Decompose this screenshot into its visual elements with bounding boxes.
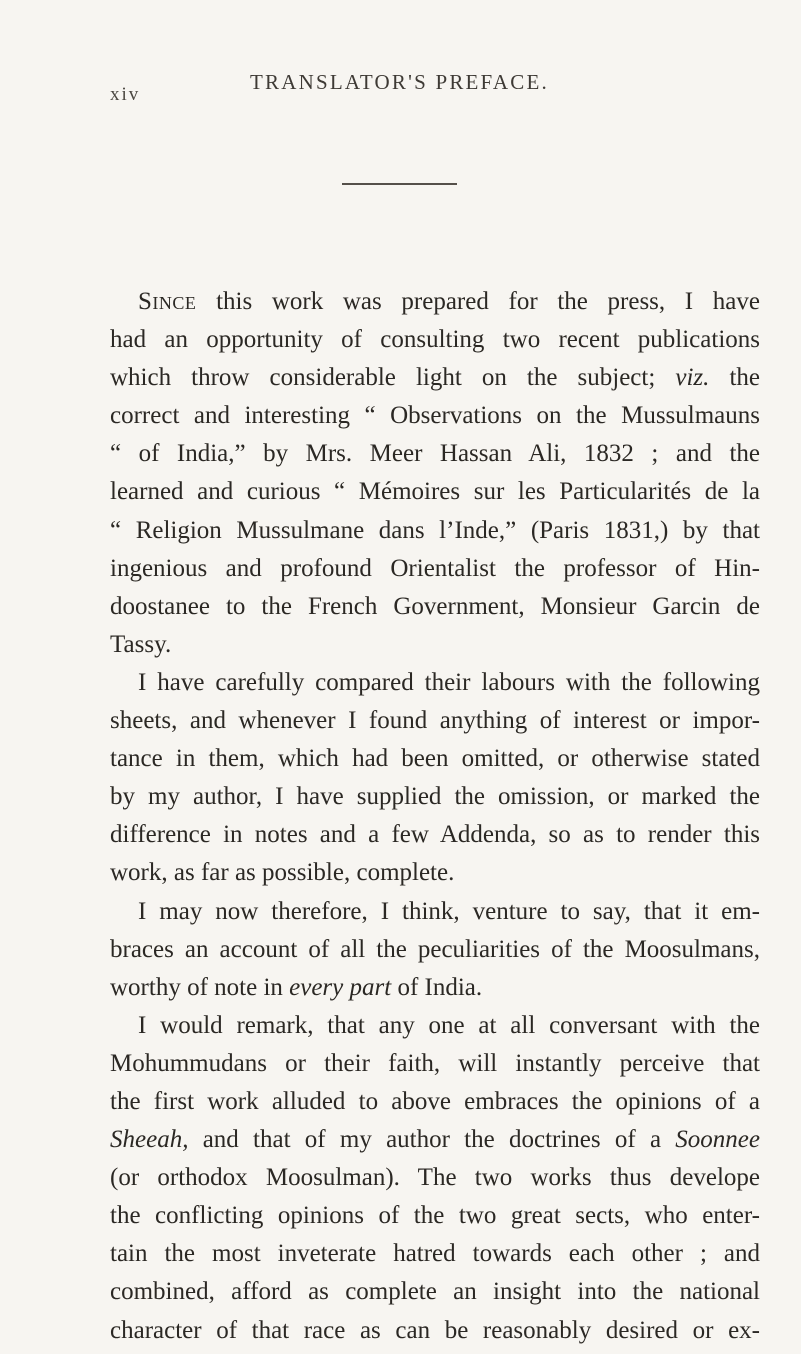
paragraph — [110, 893, 760, 1007]
paragraph — [110, 664, 760, 893]
body-text — [110, 283, 760, 1350]
text-line: learned and curious “ Mémoires sur les Particularités de la — [110, 478, 760, 506]
text-line: Tassy. — [110, 630, 172, 658]
text-line: the conflicting opinions of the two great sects, who enter- — [110, 1202, 760, 1230]
text-line: which throw considerable light on the subject; viz. the — [110, 364, 761, 392]
page-number: xiv — [110, 84, 141, 105]
text-line: I would remark, that any one at all conversant with the — [138, 1011, 760, 1039]
lead-word: Since — [138, 288, 197, 315]
text-line: difference in notes and a few Addenda, so as to render this — [110, 821, 760, 849]
text-line: ingenious and profound Orientalist the professor of Hin- — [110, 554, 760, 582]
text-line: character of that race as can be reasonably desired or ex- — [110, 1316, 760, 1344]
text-line: Mohummudans or their faith, will instantly perceive that — [110, 1049, 760, 1077]
text-line: tain the most inveterate hatred towards each other ; and — [110, 1240, 760, 1268]
paragraph — [110, 1007, 760, 1350]
text-line: doostanee to the French Government, Monsieur Garcin de — [110, 592, 760, 620]
text-line: by my author, I have supplied the omission, or marked the — [110, 783, 760, 811]
paragraph — [110, 283, 760, 664]
text-line: I may now therefore, I think, venture to say, that it em- — [138, 897, 760, 925]
text-line: (or orthodox Moosulman). The two works thus develope — [110, 1164, 760, 1192]
text-line: Sheeah, and that of my author the doctrines of a Soonnee — [110, 1126, 760, 1154]
text-line: worthy of note in every part of India. — [110, 973, 483, 1001]
text-line: correct and interesting “ Observations on the Mussulmauns — [110, 402, 760, 430]
text-line: Since this work was prepared for the press, I have — [138, 288, 760, 315]
text-line: braces an account of all the peculiarities of the Moosulmans, — [110, 935, 760, 963]
section-rule — [342, 183, 457, 185]
text-line: I have carefully compared their labours with the following — [138, 668, 760, 696]
text-line: “ Religion Mussulmane dans l’Inde,” (Paris 1831,) by that — [110, 516, 760, 544]
text-line: work, as far as possible, complete. — [110, 859, 455, 887]
text-line: sheets, and whenever I found anything of interest or impor- — [110, 707, 760, 735]
text-line: had an opportunity of consulting two recent publications — [110, 326, 760, 354]
text-line: combined, afford as complete an insight into the national — [110, 1278, 760, 1306]
text-line: “ of India,” by Mrs. Meer Hassan Ali, 1832 ; and the — [110, 440, 760, 468]
running-head: TRANSLATOR'S PREFACE. — [250, 70, 549, 94]
text-line: the first work alluded to above embraces the opinions of a — [110, 1087, 760, 1115]
text-line: tance in them, which had been omitted, or otherwise stated — [110, 745, 760, 773]
